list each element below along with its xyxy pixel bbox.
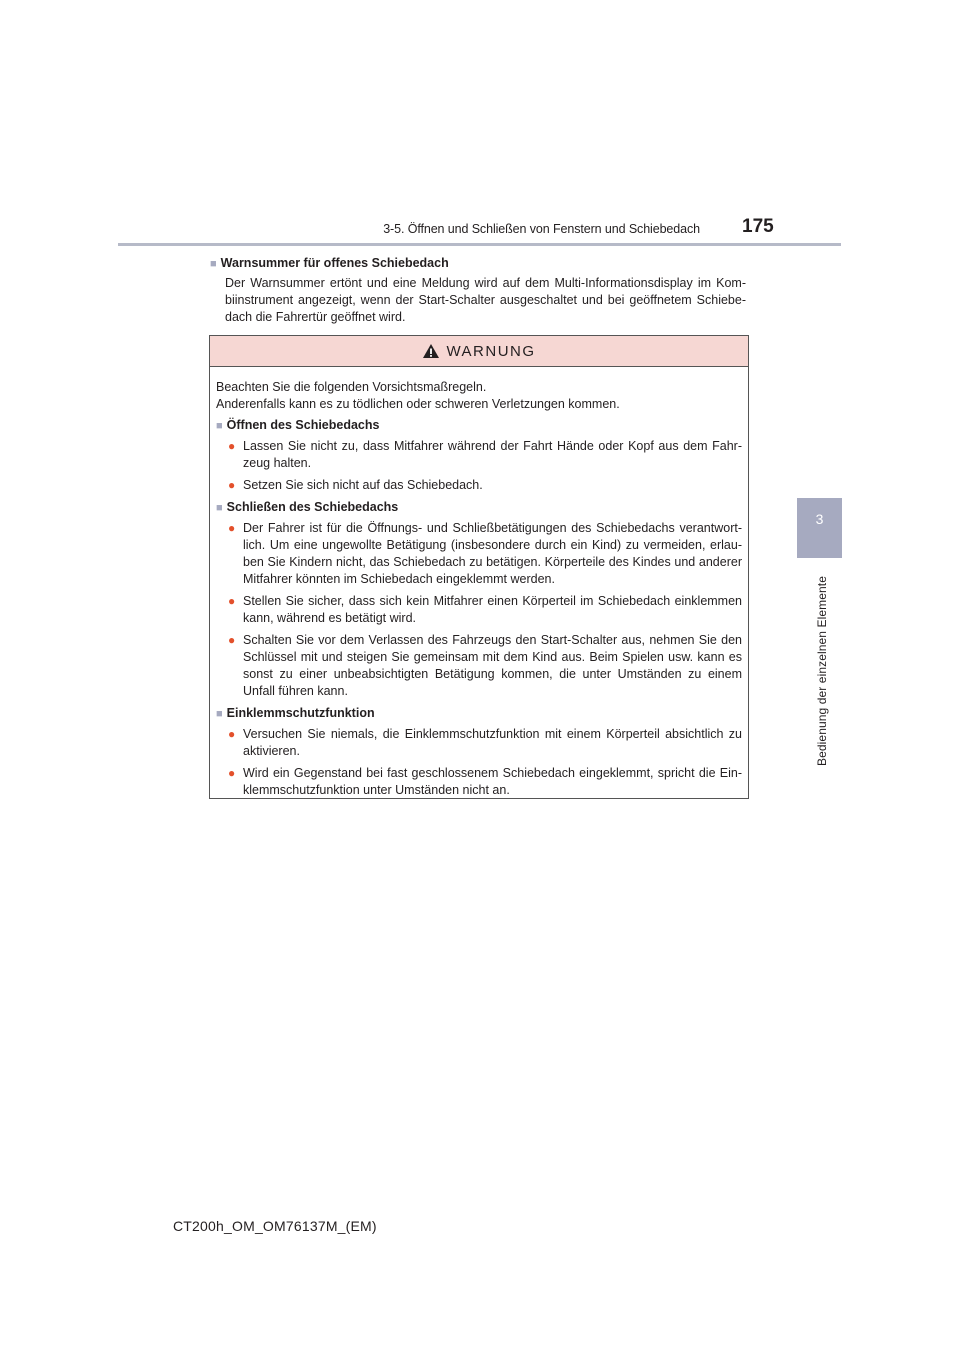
warning-intro — [216, 379, 742, 413]
warning-section-heading-text: Öffnen des Schiebedachs — [226, 418, 380, 432]
chapter-label — [812, 564, 832, 774]
warning-item-text: Wird ein Gegenstand bei fast geschlossenem Schiebedach eingeklemmt, spricht die Ein-klemmschutzfunktion unter Umständen nicht an. — [243, 766, 742, 797]
warning-title: WARNUNG — [446, 342, 536, 360]
warning-section-heading — [216, 499, 742, 517]
document-code: CT200h_OM_OM76137M_(EM) — [173, 1218, 377, 1234]
circle-bullet-icon: ● — [228, 521, 236, 535]
header-divider — [118, 243, 841, 246]
warning-item-text: Setzen Sie sich nicht auf das Schiebedach. — [243, 478, 483, 492]
warning-item — [228, 765, 742, 799]
page-number: 175 — [742, 216, 774, 237]
warning-section-heading-text: Schließen des Schiebedachs — [226, 500, 399, 514]
square-bullet-icon: ■ — [210, 258, 217, 270]
warning-intro-line2: Anderenfalls kann es zu tödlichen oder schweren Verletzungen kommen. — [216, 397, 620, 411]
square-bullet-icon: ■ — [216, 708, 223, 720]
circle-bullet-icon: ● — [228, 633, 236, 647]
warning-item — [228, 477, 742, 494]
chapter-tab — [797, 498, 842, 558]
warning-item-text: Der Fahrer ist für die Öffnungs- und Schließbetätigungen des Schiebedachs verantwort-lich. Um eine ungewollte Betätigung (insbesondere durch ein Kind) zu vermeiden, erlau-ben Sie Kindern nicht, das Schiebedach zu betätigen. Körperteile des Kindes und anderer Mitfahrer könnten im Schiebedach eingeklemmt werden. — [243, 521, 742, 586]
warning-section-heading-text: Einklemmschutzfunktion — [226, 706, 375, 720]
warning-item-text: Versuchen Sie niemals, die Einklemmschutzfunktion mit einem Körperteil absichtlich zu aktivieren. — [243, 727, 742, 758]
warning-box — [209, 335, 749, 799]
circle-bullet-icon: ● — [228, 766, 236, 780]
square-bullet-icon: ■ — [216, 502, 223, 514]
circle-bullet-icon: ● — [228, 478, 236, 492]
warning-item — [228, 726, 742, 760]
warning-section-heading — [216, 705, 742, 723]
circle-bullet-icon: ● — [228, 594, 236, 608]
circle-bullet-icon: ● — [228, 727, 236, 741]
note-heading-text: Warnsummer für offenes Schiebedach — [220, 256, 449, 270]
buzzer-note — [210, 255, 746, 326]
warning-item — [228, 632, 742, 700]
warning-triangle-icon — [422, 343, 440, 359]
chapter-number: 3 — [815, 511, 824, 527]
warning-header — [210, 336, 748, 367]
warning-item — [228, 438, 742, 472]
warning-section-heading — [216, 417, 742, 435]
warning-item — [228, 520, 742, 588]
warning-item-text: Lassen Sie nicht zu, dass Mitfahrer während der Fahrt Hände oder Kopf aus dem Fahr-zeug halten. — [243, 439, 742, 470]
circle-bullet-icon: ● — [228, 439, 236, 453]
warning-item-text: Schalten Sie vor dem Verlassen des Fahrzeugs den Start-Schalter aus, nehmen Sie den Schlüssel mit und steigen Sie gemeinsam mit dem Kind aus. Beim Spielen usw. kann es sonst zu einer unbeabsichtigten Betätigung kommen, die unter Umständen zu einem Unfall führen kann. — [243, 633, 742, 698]
warning-section-closing — [216, 499, 742, 700]
chapter-label-text: Bedienung der einzelnen Elemente — [815, 575, 829, 766]
warning-item-text: Stellen Sie sicher, dass sich kein Mitfahrer einen Körperteil im Schiebedach einklemmen kann, während es betätigt wird. — [243, 594, 742, 625]
warning-section-opening — [216, 417, 742, 494]
square-bullet-icon: ■ — [216, 420, 223, 432]
note-text: Der Warnsummer ertönt und eine Meldung wird auf dem Multi-Informationsdisplay im Kom-biinstrument angezeigt, wenn der Start-Schalter ausgeschaltet und bei geöffnetem Schiebe-dach die Fahrertür geöffnet wird. — [225, 276, 746, 324]
warning-section-pinch — [216, 705, 742, 799]
warning-intro-line1: Beachten Sie die folgenden Vorsichtsmaßregeln. — [216, 380, 487, 394]
section-title: 3-5. Öffnen und Schließen von Fenstern und Schiebedach — [383, 222, 700, 236]
note-heading — [210, 255, 746, 273]
warning-body — [210, 367, 748, 799]
warning-item — [228, 593, 742, 627]
